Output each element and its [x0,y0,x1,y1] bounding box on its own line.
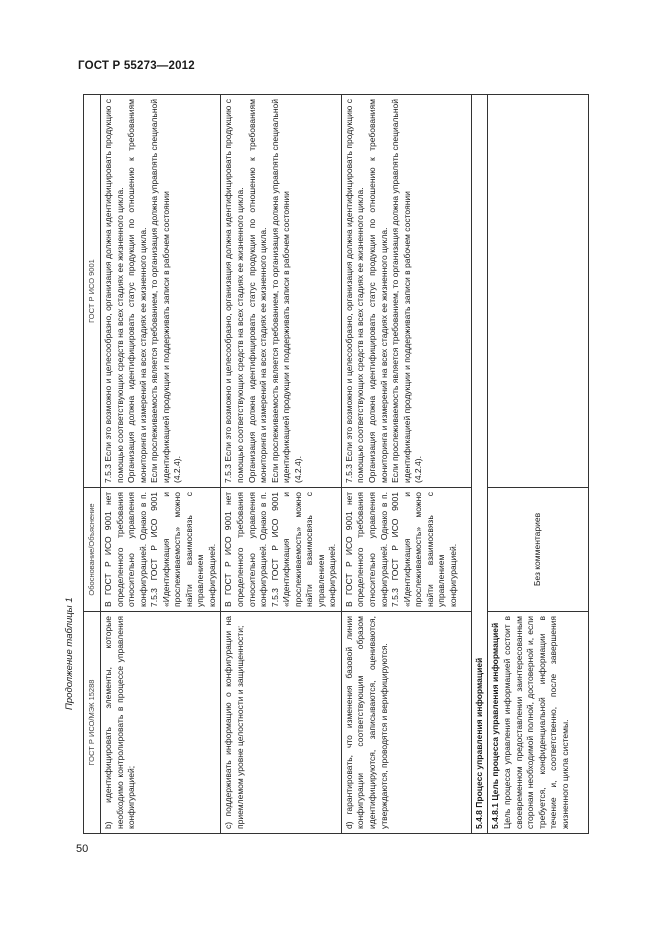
cell-9001 [488,95,589,488]
subsection-title: 5.4.8.1 Цель процесса управления информацией [490,622,501,829]
table-header-row [84,95,101,834]
table-row [488,95,589,834]
page-number: 50 [76,843,89,855]
paragraph: Организация должна идентифицировать статус продукции по отношению к требованиям мониторинга и измерений на всех стадиях ее жизненного цикла. [126,99,148,483]
table-row [341,95,471,834]
cell-9001 [101,95,221,488]
document-header: ГОСТ Р 55273—2012 [78,60,195,72]
header-col-9001: ГОСТ Р ИСО 9001 [84,95,101,488]
cell-9001 [221,95,341,488]
paragraph: 7.5.3 Если это возможно и целесообразно, организация должна идентифицировать продукцию с помощью соответствующих средств на всех стадиях ее жизненного цикла. [223,99,246,483]
paragraph: Если прослеживаемость является требованием, то организация должна управлять специальной идентификацией продукции и поддерживать записи в рабочем состоянии [149,99,171,483]
paragraph: Если прослеживаемость является требованием, то организация должна управлять специальной идентификацией продукции и поддерживать записи в рабочем состоянии [269,99,292,483]
cell-9001 [341,95,471,488]
cell-15288 [488,612,589,834]
paragraph: (4.2.4). [413,456,424,483]
cell-15288: c) поддерживать информацию о конфигурации на приемлемом уровне целостности и защищенности; [221,612,341,834]
paragraph: Организация должна идентифицировать статус продукции по отношению к требованиям мониторинга и измерений на всех стадиях ее жизненного цикла. [367,99,389,483]
table-row [101,95,221,834]
cell-15288: d) гарантировать, что изменения базовой линии конфигурации соответствующим образом идентифицируются, записываются, оцениваются, утверждаются, проводятся и верифицируются. [341,612,471,834]
cell-justification: Без комментариев [488,488,589,612]
paragraph: Если прослеживаемость является требованием, то организация должна управлять специальной идентификацией продукции и поддерживать записи в рабочем состоянии [390,99,412,483]
header-col-15288: ГОСТ Р ИСО/МЭК 15288 [84,612,101,834]
paragraph: Организация должна идентифицировать статус продукции по отношению к требованиям мониторинга и измерений на всех стадиях ее жизненного цикла. [246,99,269,483]
cell-justification: В ГОСТ Р ИСО 9001 нет определенного требования относительно управления конфигурацией. Однако в п. 7.5.3 ГОСТ Р ИСО 9001 «Идентификация и прослеживаемость» можно найти взаимосвязь с управлением конфигурацией. [341,488,471,612]
table-continuation-label: Продолжение таблицы 1 [64,597,75,710]
paragraph: (4.2.4). [172,456,183,483]
paragraph: Цель процесса управления информацией состоит в своевременном предоставлении заинтересованным сторонам необходимой полной, достоверной и, если требуется, конфиденциальной информации в течение и, соответственно, после завершения жизненного цикла системы. [502,616,570,829]
table-row [221,95,341,834]
section-title: 5.4.8 Процесс управления информацией [471,95,488,834]
rotated-table-container [83,94,589,834]
header-col-justification: Обоснование/Объяснение [84,488,101,612]
cell-justification: В ГОСТ Р ИСО 9001 нет определенного требования относительно управления конфигурацией. Однако в п. 7.5.3 ГОСТ Р ИСО 9001 «Идентификация и прослеживаемость» можно найти взаимосвязь с управлением конфигурацией. [101,488,221,612]
paragraph: (4.2.4). [292,456,303,483]
comparison-table [83,94,589,834]
section-title-row [471,95,488,834]
paragraph: 7.5.3 Если это возможно и целесообразно, организация должна идентифицировать продукцию с помощью соответствующих средств на всех стадиях ее жизненного цикла. [103,99,125,483]
cell-15288: b) идентифицировать элементы, которые необходимо контролировать в процессе управления конфигурацией; [101,612,221,834]
paragraph: 7.5.3 Если это возможно и целесообразно, организация должна идентифицировать продукцию с помощью соответствующих средств на всех стадиях ее жизненного цикла. [343,99,366,483]
cell-justification: В ГОСТ Р ИСО 9001 нет определенного требования относительно управления конфигурацией. Однако в п. 7.5.3 ГОСТ Р ИСО 9001 «Идентификация и прослеживаемость» можно найти взаимосвязь с управлением конфигурацией. [221,488,341,612]
